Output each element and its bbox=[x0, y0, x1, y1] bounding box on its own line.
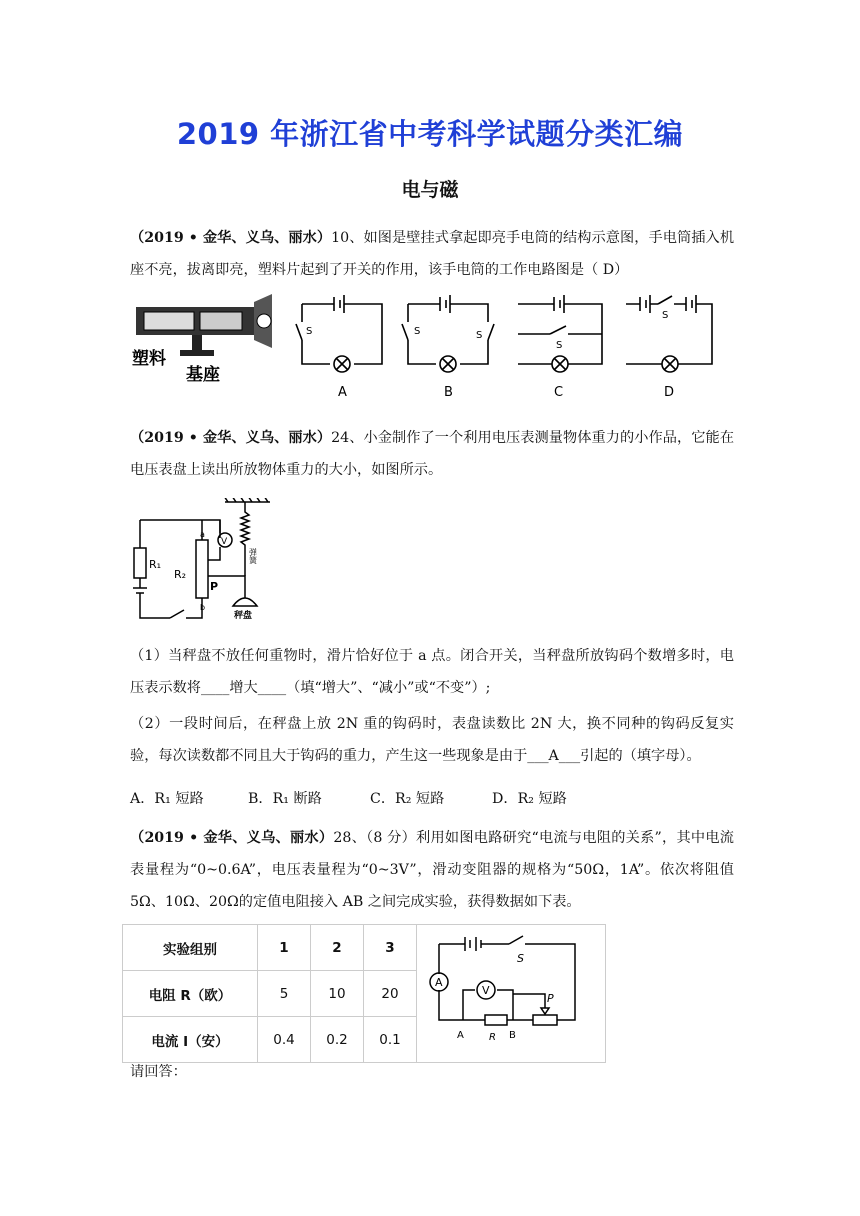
plastic-label: 塑料 bbox=[132, 349, 166, 369]
closing-prompt: 请回答： bbox=[130, 1064, 187, 1080]
table-row: 电流 I（安） 0.4 0.2 0.1 bbox=[123, 1017, 606, 1063]
svg-text:S: S bbox=[517, 951, 524, 965]
page-title: 2019 年浙江省中考科学试题分类汇编 bbox=[176, 117, 684, 151]
circuit-option-d bbox=[622, 292, 722, 406]
svg-text:S: S bbox=[556, 340, 563, 351]
table-row: 电阻 R（欧） 5 10 20 bbox=[123, 971, 606, 1017]
option-label-b: B bbox=[444, 385, 453, 400]
circuit-option-c bbox=[512, 292, 612, 406]
circuit-option-a bbox=[292, 292, 392, 406]
svg-text:S: S bbox=[476, 330, 483, 341]
choice-a: A．R₁ 短路 bbox=[130, 791, 204, 807]
question-10-source: （2019 • 金华、义乌、丽水） bbox=[130, 230, 332, 246]
question-28 bbox=[130, 822, 734, 918]
question-10 bbox=[130, 222, 734, 286]
option-label-a: A bbox=[338, 385, 347, 400]
svg-text:R₂: R₂ bbox=[174, 568, 187, 581]
svg-text:V: V bbox=[482, 983, 490, 997]
svg-text:秤盘: 秤盘 bbox=[234, 611, 253, 621]
answer-blank-2: ___A___ bbox=[527, 748, 581, 764]
choice-b: B．R₁ 断路 bbox=[248, 791, 322, 807]
svg-text:P: P bbox=[547, 991, 554, 1005]
svg-text:b: b bbox=[200, 603, 206, 612]
question-28-text: 28、（8 分）利用如图电路研究“电流与电阻的关系”，其中电流表量程为“0~0.6A”，电压表量程为“0~3V”，滑动变阻器的规格为“50Ω，1A”。依次将阻值 5Ω、10Ω、20Ω的定值电阻接入 AB 之间完成实验，获得数据如下表。 bbox=[130, 830, 734, 910]
question-10-text: 10、如图是壁挂式拿起即亮手电筒的结构示意图，手电筒插入机座不亮，拔离即亮，塑料片起到了开关的作用，该手电筒的工作电路图是（ D） bbox=[130, 230, 735, 278]
svg-text:弹簧: 弹簧 bbox=[248, 548, 258, 564]
question-28-source: （2019 • 金华、义乌、丽水） bbox=[130, 830, 334, 846]
question-24-part-1: （1）当秤盘不放任何重物时，滑片恰好位于 a 点。闭合开关，当秤盘所放钩码个数增多时，电压表示数将____增大____（填“增大”、“减小”或“不变”）; bbox=[130, 648, 734, 696]
svg-text:S: S bbox=[414, 326, 421, 337]
current-resistance-circuit bbox=[417, 925, 606, 1063]
question-24 bbox=[130, 422, 734, 486]
svg-text:P: P bbox=[210, 580, 219, 593]
section-title: 电与磁 bbox=[401, 179, 459, 201]
choice-list bbox=[130, 788, 567, 808]
choice-c: C．R₂ 短路 bbox=[370, 791, 445, 807]
svg-text:B: B bbox=[509, 1029, 516, 1041]
question-24-text: 24、小金制作了一个利用电压表测量物体重力的小作品，它能在电压表盘上读出所放物体重力的大小，如图所示。 bbox=[130, 430, 735, 478]
svg-text:A: A bbox=[435, 975, 443, 989]
choice-d: D．R₂ 短路 bbox=[492, 791, 567, 807]
data-table bbox=[122, 924, 606, 1063]
answer-blank-1: ____增大____ bbox=[200, 680, 287, 696]
circuit-option-b bbox=[398, 292, 498, 406]
svg-text:R: R bbox=[489, 1031, 496, 1043]
svg-text:a: a bbox=[200, 530, 205, 539]
svg-text:S: S bbox=[662, 310, 669, 321]
svg-text:V: V bbox=[221, 537, 228, 547]
base-label: 基座 bbox=[186, 365, 220, 384]
question-24-part-2: （2）一段时间后，在秤盘上放 2N 重的钩码时，表盘读数比 2N 大，换不同种的钩码反复实验，每次读数都不同且大于钩码的重力，产生这一些现象是由于___A___引起的（填字母）。 bbox=[130, 716, 734, 764]
question-24-source: （2019 • 金华、义乌、丽水） bbox=[130, 430, 332, 446]
svg-text:A: A bbox=[457, 1029, 464, 1041]
flashlight-figure bbox=[130, 292, 280, 388]
scale-circuit-figure bbox=[130, 498, 280, 627]
option-label-d: D bbox=[664, 385, 675, 400]
table-row: 实验组别 1 2 3 A V S P A R B bbox=[123, 925, 606, 971]
option-label-c: C bbox=[554, 385, 564, 400]
svg-text:S: S bbox=[306, 326, 313, 337]
svg-text:R₁: R₁ bbox=[149, 558, 162, 571]
